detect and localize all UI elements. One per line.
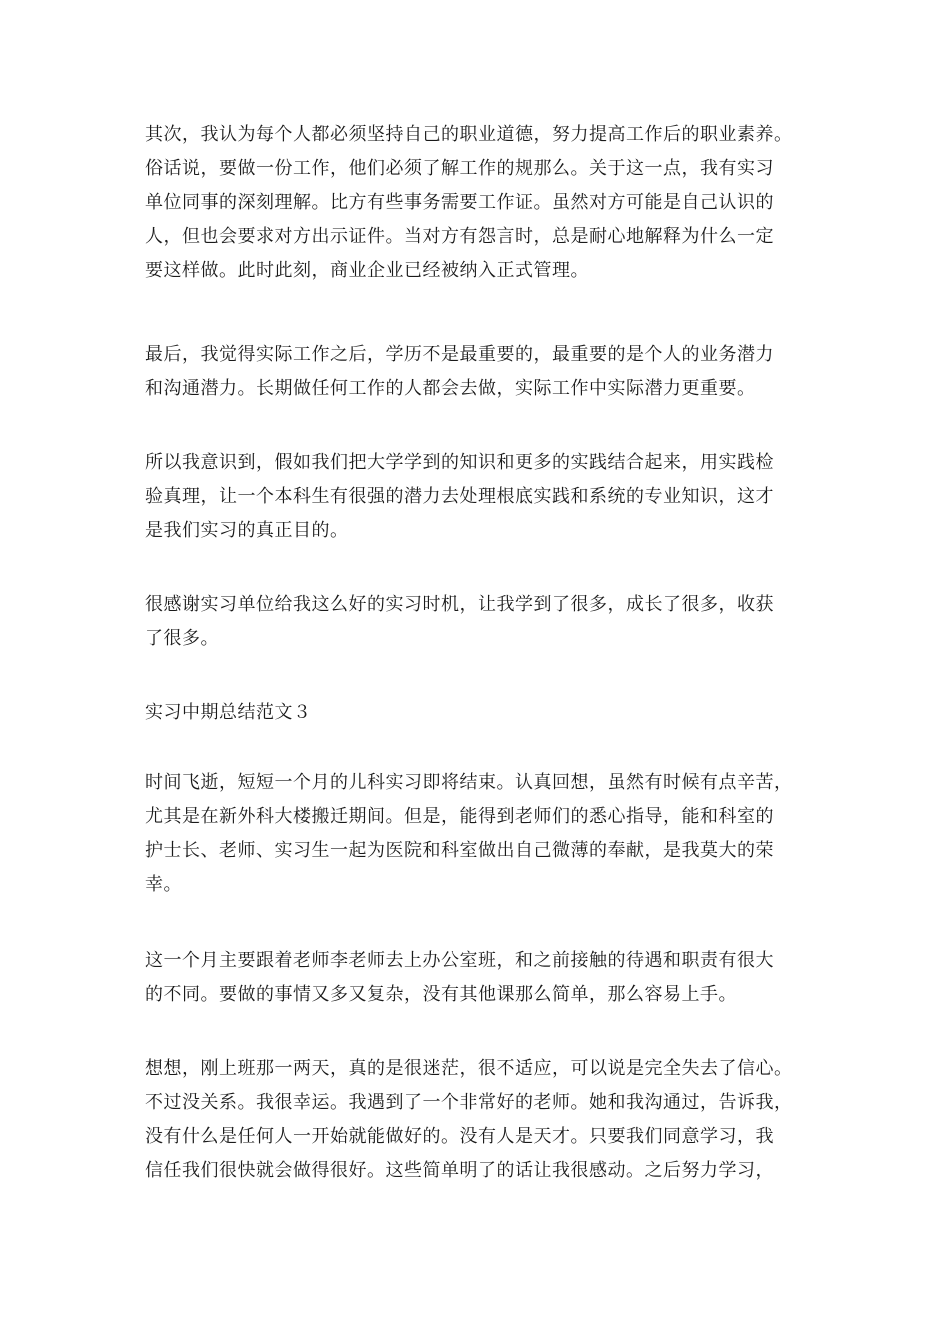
text-line: 人，但也会要求对方出示证件。当对方有怨言时，总是耐心地解释为什么一定 [145, 226, 774, 247]
paragraph-professional-ethics [145, 118, 815, 288]
text-line: 要这样做。此时此刻，商业企业已经被纳入正式管理。 [145, 260, 589, 281]
paragraph-pediatrics-intro [145, 766, 815, 902]
text-line: 了很多。 [145, 628, 219, 649]
text-line: 很感谢实习单位给我这么好的实习时机，让我学到了很多，成长了很多，收获 [145, 594, 774, 615]
text-line: 这一个月主要跟着老师李老师去上办公室班，和之前接触的待遇和职责有很大 [145, 950, 774, 971]
text-line: 想想，刚上班那一两天，真的是很迷茫，很不适应，可以说是完全失去了信心。 [145, 1058, 793, 1079]
text-line: 护士长、老师、实习生一起为医院和科室做出自己微薄的奉献，是我莫大的荣 [145, 840, 774, 861]
text-line: 幸。 [145, 874, 182, 895]
text-line: 信任我们很快就会做得很好。这些简单明了的话让我很感动。之后努力学习， [145, 1160, 774, 1181]
paragraph-reflection [145, 1052, 815, 1188]
text-line: 俗话说，要做一份工作，他们必须了解工作的规那么。关于这一点，我有实习 [145, 158, 774, 179]
text-line: 验真理，让一个本科生有很强的潜力去处理根底实践和系统的专业知识，这才 [145, 486, 774, 507]
section-heading [145, 696, 815, 730]
text-line: 最后，我觉得实际工作之后，学历不是最重要的，最重要的是个人的业务潜力 [145, 344, 774, 365]
paragraph-thanks [145, 588, 815, 656]
text-line: 和沟通潜力。长期做任何工作的人都会去做，实际工作中实际潜力更重要。 [145, 378, 756, 399]
text-line: 其次，我认为每个人都必须坚持自己的职业道德，努力提高工作后的职业素养。 [145, 124, 793, 145]
text-line: 时间飞逝，短短一个月的儿科实习即将结束。认真回想，虽然有时候有点辛苦， [145, 772, 793, 793]
paragraph-practice-purpose [145, 446, 815, 548]
paragraph-business-ability [145, 338, 815, 406]
text-line: 不过没关系。我很幸运。我遇到了一个非常好的老师。她和我沟通过，告诉我， [145, 1092, 793, 1113]
text-line: 的不同。要做的事情又多又复杂，没有其他课那么简单，那么容易上手。 [145, 984, 737, 1005]
text-line: 所以我意识到，假如我们把大学学到的知识和更多的实践结合起来，用实践检 [145, 452, 774, 473]
text-line: 没有什么是任何人一开始就能做好的。没有人是天才。只要我们同意学习，我 [145, 1126, 774, 1147]
text-line: 尤其是在新外科大楼搬迁期间。但是，能得到老师们的悉心指导，能和科室的 [145, 806, 774, 827]
text-line: 是我们实习的真正目的。 [145, 520, 349, 541]
paragraph-office-shift [145, 944, 815, 1012]
heading-line: 实习中期总结范文３ [145, 702, 312, 723]
text-line: 单位同事的深刻理解。比方有些事务需要工作证。虽然对方可能是自己认识的 [145, 192, 774, 213]
